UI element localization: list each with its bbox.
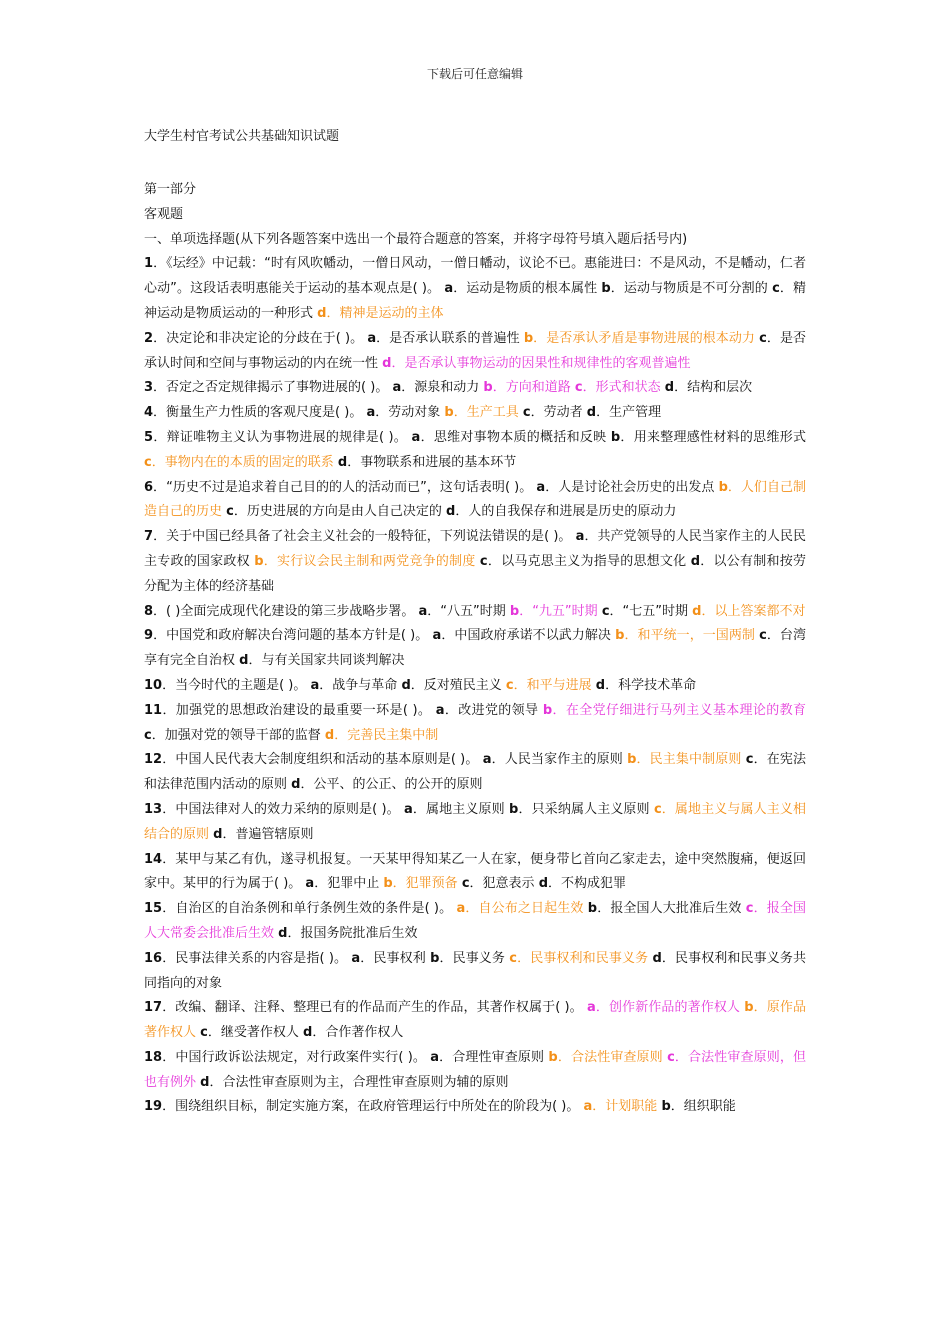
- option-letter: a: [351, 950, 361, 966]
- option-letter: a: [411, 429, 421, 445]
- option-text: ．合作著作权人: [312, 1025, 404, 1041]
- question-item: [144, 674, 806, 699]
- answer-option: [144, 455, 334, 470]
- answer-option: [433, 628, 611, 643]
- option-letter: a: [587, 1000, 596, 1016]
- option-text: ．创作新作品的著作权人: [595, 1000, 741, 1016]
- option-letter: b: [718, 479, 728, 495]
- question-number: 3: [144, 380, 154, 396]
- option-letter: c: [505, 677, 514, 693]
- answer-option: [661, 1099, 735, 1114]
- option-letter: d: [239, 653, 249, 669]
- option-letter: b: [587, 901, 598, 917]
- answer-option: [510, 604, 598, 619]
- option-letter: a: [432, 628, 442, 644]
- question-number: 11: [144, 702, 163, 718]
- question-number: 19: [144, 1099, 163, 1115]
- option-letter: c: [144, 727, 152, 743]
- option-letter: c: [745, 901, 754, 917]
- option-text: ．科学技术革命: [605, 677, 697, 693]
- option-text: ．与有关国家共同谈判解决: [248, 653, 405, 669]
- option-text: ．以公有制和按劳分配为主体的经济基础: [144, 553, 806, 594]
- option-letter: c: [522, 405, 531, 421]
- answer-option: [144, 728, 321, 743]
- answer-option: [615, 628, 755, 643]
- option-text: ．思维对事物本质的概括和反映: [420, 429, 607, 445]
- question-item: [144, 947, 806, 997]
- option-letter: b: [254, 553, 264, 569]
- question-stem: ．衡量生产力性质的客观尺度是( )。: [153, 405, 363, 421]
- option-letter: a: [366, 405, 376, 421]
- question-list: [144, 252, 806, 1120]
- option-text: ．属地主义与属人主义相结合的原则: [144, 801, 806, 842]
- answer-option: [278, 926, 417, 941]
- option-letter: c: [601, 603, 610, 619]
- answer-option: [200, 1075, 508, 1090]
- option-letter: b: [430, 950, 440, 966]
- option-letter: a: [482, 752, 492, 768]
- answer-option: [575, 380, 661, 395]
- question-stem: ．辩证唯物主义认为事物进展的规律是( )。: [153, 429, 408, 445]
- option-letter: b: [509, 801, 519, 817]
- part-heading: 第一部分: [144, 182, 197, 197]
- question-number: 8: [144, 603, 154, 619]
- question-stem: ．中国人民代表大会制度组织和活动的基本原则是( )。: [162, 752, 479, 768]
- option-letter: c: [759, 628, 767, 644]
- question-number: 4: [144, 405, 154, 421]
- answer-option: [444, 281, 597, 296]
- option-text: ．自公布之日起生效: [465, 901, 584, 917]
- option-text: ．报国务院批准后生效: [287, 925, 418, 941]
- question-number: 7: [144, 529, 154, 545]
- option-text: ．以上答案都不对: [701, 603, 806, 619]
- answer-option: [602, 604, 688, 619]
- answer-option: [584, 1099, 658, 1114]
- question-number: 16: [144, 950, 163, 966]
- answer-option: [291, 777, 482, 792]
- answer-option: [548, 1050, 662, 1065]
- option-letter: a: [430, 1049, 440, 1065]
- answer-option: [401, 678, 501, 693]
- option-text: ．犯罪预备: [392, 876, 458, 892]
- question-item: [144, 699, 806, 749]
- option-text: ．运动与物质是不可分割的: [610, 281, 768, 297]
- option-text: ．合法性审查原则为主，合理性审查原则为辅的原则: [209, 1074, 509, 1090]
- option-text: ．继受著作权人: [207, 1025, 299, 1041]
- option-text: ．完善民主集中制: [334, 727, 439, 743]
- option-letter: d: [446, 504, 456, 520]
- option-letter: b: [661, 1099, 671, 1115]
- option-text: ．反对殖民主义: [410, 677, 502, 693]
- option-text: ．精神是运动的主体: [326, 305, 444, 321]
- page-header: 下载后可任意编辑: [426, 67, 523, 81]
- option-letter: b: [627, 752, 637, 768]
- option-text: ．是否承认时间和空间与事物运动的内在统一性: [144, 330, 806, 371]
- question-stem: ．某甲与某乙有仇，遂寻机报复。一天某甲得知某乙一人在家，便身带匕首向乙家走去，途中突然腹痛，便返回家中。某甲的行为属于( )。: [144, 851, 806, 892]
- option-letter: a: [435, 702, 445, 718]
- question-stem: ．决定论和非决定论的分歧在于( )。: [153, 330, 364, 346]
- answer-option: [588, 901, 742, 916]
- question-item: [144, 748, 806, 798]
- option-letter: c: [772, 281, 780, 297]
- option-letter: c: [759, 330, 767, 346]
- option-letter: a: [444, 281, 454, 297]
- answer-option: [480, 554, 686, 569]
- option-text: ．加强对党的领导干部的监督: [151, 727, 321, 743]
- question-stem: ．中国法律对人的效力采纳的原则是( )。: [162, 801, 400, 817]
- answer-option: [665, 380, 752, 395]
- option-text: ．属地主义原则: [412, 801, 505, 817]
- question-number: 9: [144, 628, 154, 644]
- option-text: ．历史进展的方向是由人自己决定的: [233, 504, 442, 520]
- answer-option: [457, 901, 584, 916]
- answer-option: [627, 752, 741, 767]
- option-text: ．“七五”时期: [609, 603, 689, 619]
- option-letter: d: [324, 727, 335, 743]
- answer-option: [536, 480, 714, 495]
- option-letter: b: [744, 1000, 754, 1016]
- question-stem: ．加强党的思想政治建设的最重要一环是( )。: [162, 702, 432, 718]
- option-text: ．人的自我保存和进展是历史的原动力: [455, 504, 677, 520]
- question-item: [144, 426, 806, 476]
- question-item: [144, 1046, 806, 1096]
- option-letter: d: [595, 677, 606, 693]
- question-item: [144, 252, 806, 326]
- option-letter: c: [479, 553, 488, 569]
- option-letter: a: [305, 876, 315, 892]
- question-item: [144, 476, 806, 526]
- answer-option: [601, 281, 767, 296]
- question-stem: ．中国行政诉讼法规定，对行政案件实行( )。: [162, 1049, 427, 1065]
- option-letter: c: [653, 801, 662, 817]
- question-number: 17: [144, 1000, 163, 1016]
- option-letter: b: [383, 876, 393, 892]
- question-stem: ．当今时代的主题是( )。: [162, 677, 307, 693]
- option-text: ．是否承认矛盾是事物进展的根本动力: [533, 330, 755, 346]
- option-text: ．共产党领导的人民当家作主的人民民主专政的国家政权: [144, 529, 806, 569]
- option-letter: c: [574, 380, 583, 396]
- option-letter: b: [509, 603, 520, 619]
- option-text: ．是否承认联系的普遍性: [376, 330, 520, 346]
- question-stem: ．中国党和政府解决台湾问题的基本方针是( )。: [153, 628, 429, 644]
- question-item: [144, 798, 806, 848]
- option-letter: a: [575, 529, 585, 545]
- answer-option: [392, 380, 479, 395]
- option-text: ．“九五”时期: [519, 603, 598, 619]
- option-text: ．民事权利和民事义务共同指向的对象: [144, 950, 806, 991]
- option-text: ．结构和层次: [674, 380, 753, 396]
- option-letter: d: [291, 777, 301, 793]
- question-item: [144, 327, 806, 377]
- question-number: 6: [144, 479, 154, 495]
- option-text: ．方向和道路: [492, 380, 571, 396]
- option-text: ．原作品著作权人: [144, 1000, 806, 1041]
- option-text: ．公平、的公正、的公开的原则: [300, 777, 483, 793]
- option-text: ．只采纳属人主义原则: [518, 801, 650, 817]
- question-stem: ．改编、翻译、注释、整理已有的作品而产生的作品，其著作权属于( )。: [162, 1000, 583, 1016]
- option-text: ．人民当家作主的原则: [491, 752, 623, 768]
- option-text: ．民事权利和民事义务: [517, 950, 649, 966]
- option-text: ．用来整理感性材料的思维形式: [620, 429, 806, 445]
- question-number: 13: [144, 801, 163, 817]
- option-letter: d: [652, 950, 662, 966]
- answer-option: [404, 802, 505, 817]
- option-letter: d: [303, 1025, 313, 1041]
- question-item: [144, 600, 806, 625]
- option-text: ．中国政府承诺不以武力解决: [441, 628, 611, 644]
- option-text: ．事物联系和进展的基本环节: [347, 454, 517, 470]
- option-text: ．事物内在的本质的固定的联系: [151, 454, 334, 470]
- option-text: ．民事权利: [360, 950, 426, 966]
- answer-option: [543, 703, 806, 718]
- question-stem: ．自治区的自治条例和单行条例生效的条件是( )。: [162, 901, 453, 917]
- answer-option: [483, 380, 570, 395]
- answer-option: [509, 802, 650, 817]
- option-text: ．战争与革命: [319, 677, 398, 693]
- option-text: ．运动是物质的根本属性: [453, 281, 598, 297]
- option-text: ．实行议会民主制和两党竞争的制度: [263, 553, 476, 569]
- question-number: 1: [144, 256, 154, 272]
- option-letter: c: [745, 752, 754, 768]
- answer-option: [436, 703, 539, 718]
- option-letter: c: [226, 504, 234, 520]
- option-text: ．劳动者: [530, 405, 583, 421]
- question-stem: ．《坛经》中记载：“时有风吹幡动，一僧日风动，一僧日幡动，议论不已。惠能进曰：不是风动，不是幡动，仁者心动”。这段话表明惠能关于运动的基本观点是( )。: [144, 256, 806, 297]
- answer-option: [539, 876, 626, 891]
- option-letter: c: [144, 454, 152, 470]
- option-text: ．普遍管辖原则: [222, 826, 314, 842]
- answer-option: [587, 405, 661, 420]
- answer-option: [446, 504, 676, 519]
- option-letter: d: [538, 876, 549, 892]
- question-stem: ．民事法律关系的内容是指( )。: [162, 950, 348, 966]
- answer-option: [305, 876, 379, 891]
- option-letter: c: [200, 1025, 208, 1041]
- question-number: 15: [144, 901, 163, 917]
- question-number: 10: [144, 677, 163, 693]
- question-stem: ．关于中国已经具备了社会主义社会的一般特征，下列说法错误的是( )。: [153, 529, 572, 545]
- question-item: [144, 624, 806, 674]
- option-letter: b: [615, 628, 625, 644]
- answer-option: [311, 678, 398, 693]
- option-letter: a: [367, 330, 377, 346]
- option-letter: b: [542, 702, 553, 718]
- option-text: ．“八五”时期: [427, 603, 506, 619]
- option-text: ．是否承认事物运动的因果性和规律性的客观普遍性: [391, 355, 691, 371]
- option-text: ．人们自己制造自己的历史: [144, 479, 806, 520]
- option-text: ．生产工具: [453, 405, 519, 421]
- answer-option: [444, 405, 518, 420]
- option-letter: d: [278, 925, 288, 941]
- option-text: ．合法性审查原则，但也有例外: [144, 1049, 806, 1090]
- answer-option: [317, 306, 443, 321]
- option-text: ．人是讨论社会历史的出发点: [545, 479, 715, 495]
- question-number: 18: [144, 1049, 163, 1065]
- instruction-text: 一、单项选择题(从下列各题答案中选出一个最符合题意的答案，并将字母符号填入题后括号内): [144, 231, 688, 247]
- answer-option: [509, 951, 648, 966]
- question-stem: ．围绕组织目标，制定实施方案，在政府管理运行中所处在的阶段为( )。: [162, 1099, 580, 1115]
- answer-option: [483, 752, 623, 767]
- option-letter: b: [523, 330, 534, 346]
- question-number: 2: [144, 330, 154, 346]
- question-number: 12: [144, 752, 163, 768]
- option-letter: d: [213, 826, 223, 842]
- option-text: ．犯罪中止: [314, 876, 380, 892]
- option-text: ．和平与进展: [513, 677, 592, 693]
- document-body: [144, 178, 806, 1120]
- answer-option: [351, 951, 425, 966]
- option-text: ．不构成犯罪: [548, 876, 627, 892]
- answer-option: [430, 1050, 544, 1065]
- option-letter: d: [317, 305, 327, 321]
- option-letter: a: [310, 677, 320, 693]
- option-letter: d: [664, 380, 675, 396]
- option-letter: a: [404, 801, 413, 817]
- option-text: ．在全党仔细进行马列主义基本理论的教育: [552, 702, 806, 718]
- option-letter: d: [586, 405, 597, 421]
- answer-option: [692, 604, 805, 619]
- option-text: ．以马克思主义为指导的思想文化: [487, 553, 687, 569]
- option-letter: c: [461, 876, 470, 892]
- question-item: [144, 1095, 806, 1120]
- option-letter: c: [509, 950, 517, 966]
- option-text: ．形式和状态: [582, 380, 661, 396]
- option-letter: a: [583, 1099, 593, 1115]
- answer-option: [412, 430, 607, 445]
- option-text: ．和平统一，一国两制: [624, 628, 755, 644]
- document-title: 大学生村官考试公共基础知识试题: [144, 129, 340, 144]
- option-letter: d: [337, 454, 348, 470]
- option-letter: d: [200, 1074, 210, 1090]
- answer-option: [303, 1025, 403, 1040]
- option-letter: c: [667, 1049, 675, 1065]
- answer-option: [524, 331, 755, 346]
- option-text: ．计划职能: [592, 1099, 658, 1115]
- answer-option: [226, 504, 442, 519]
- option-letter: b: [610, 429, 621, 445]
- question-stem: ．“历史不过是追求着自己目的的人的活动而已”，这句话表明( )。: [153, 479, 533, 495]
- answer-option: [382, 356, 690, 371]
- option-text: ．犯意表示: [469, 876, 535, 892]
- option-text: ．生产管理: [596, 405, 662, 421]
- option-letter: a: [418, 603, 428, 619]
- question-item: [144, 897, 806, 947]
- answer-option: [239, 653, 404, 668]
- option-text: ．源泉和动力: [401, 380, 480, 396]
- question-number: 5: [144, 429, 154, 445]
- option-text: ．精神运动是物质运动的一种形式: [144, 281, 806, 321]
- question-item: [144, 401, 806, 426]
- answer-option: [383, 876, 457, 891]
- section-heading: 客观题: [144, 206, 184, 222]
- option-text: ．在宪法和法律范围内活动的原则: [144, 752, 806, 793]
- option-text: ．台湾享有完全自治权: [144, 628, 806, 669]
- option-text: ．合法性审查原则: [557, 1049, 663, 1065]
- answer-option: [325, 728, 438, 743]
- option-text: ．报全国人大批准后生效: [597, 901, 742, 917]
- answer-option: [506, 678, 592, 693]
- question-item: [144, 996, 806, 1046]
- answer-option: [596, 678, 696, 693]
- option-letter: b: [548, 1049, 558, 1065]
- option-letter: d: [401, 677, 411, 693]
- answer-option: [523, 405, 583, 420]
- option-letter: a: [456, 901, 466, 917]
- option-text: ．合理性审查原则: [439, 1049, 545, 1065]
- option-letter: a: [536, 479, 546, 495]
- question-stem: ．( )全面完成现代化建设的第三步战略步署。: [153, 603, 415, 619]
- question-item: [144, 525, 806, 599]
- answer-option: [430, 951, 505, 966]
- option-letter: d: [692, 603, 702, 619]
- question-item: [144, 376, 806, 401]
- option-letter: a: [392, 380, 402, 396]
- option-text: ．改进党的领导: [444, 702, 539, 718]
- answer-option: [213, 827, 313, 842]
- answer-option: [418, 604, 505, 619]
- answer-option: [338, 455, 516, 470]
- option-text: ．组织职能: [670, 1099, 736, 1115]
- answer-option: [587, 1000, 740, 1015]
- answer-option: [367, 331, 519, 346]
- question-number: 14: [144, 851, 163, 867]
- answer-option: [254, 554, 475, 569]
- question-item: [144, 848, 806, 898]
- option-letter: b: [444, 405, 454, 421]
- option-letter: d: [382, 355, 392, 371]
- answer-option: [200, 1025, 299, 1040]
- answer-option: [462, 876, 535, 891]
- option-letter: b: [483, 380, 493, 396]
- option-text: ．民事义务: [439, 950, 506, 966]
- answer-option: [611, 430, 806, 445]
- option-text: ．民主集中制原则: [636, 752, 742, 768]
- answer-option: [366, 405, 440, 420]
- option-letter: d: [690, 553, 701, 569]
- option-text: ．劳动对象: [375, 405, 441, 421]
- option-text: ．报全国人大常委会批准后生效: [144, 901, 806, 941]
- option-letter: b: [601, 281, 611, 297]
- question-stem: ．否定之否定规律揭示了事物进展的( )。: [153, 380, 389, 396]
